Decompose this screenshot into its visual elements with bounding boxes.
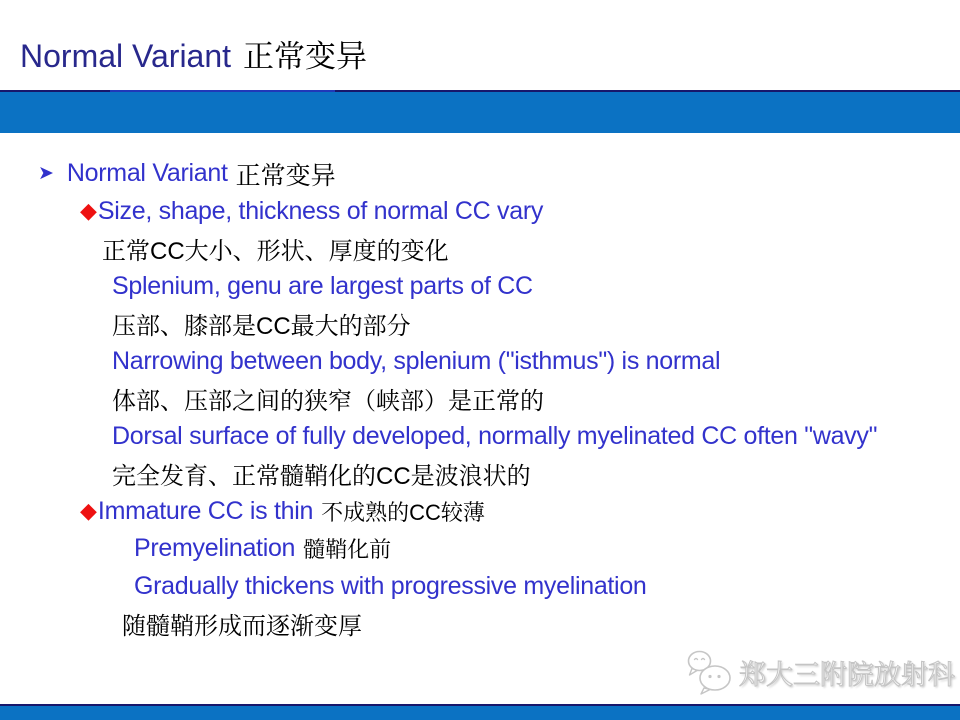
bullet-row (0, 530, 960, 568)
text-segment: Gradually thickens with progressive myelination (134, 571, 647, 600)
diamond-bullet-icon: ◆ (80, 498, 97, 524)
bullet-row (0, 605, 960, 643)
bullet-row (0, 493, 960, 531)
bullet-row (0, 568, 960, 606)
bullet-row (0, 193, 960, 231)
text-segment: 正常CC大小、形状、厚度的变化 (102, 238, 449, 266)
arrow-bullet-icon: ➤ (38, 163, 54, 185)
bullet-row (0, 455, 960, 493)
watermark-label: 郑大三附院放射科 (739, 659, 955, 690)
text-segment: 随髓鞘形成而逐渐变厚 (122, 613, 362, 641)
text-segment: 正常变异 (235, 161, 336, 190)
text-segment: Normal Variant (66, 159, 228, 188)
bullet-row (0, 155, 960, 193)
bullet-row (0, 380, 960, 418)
bullet-row (0, 343, 960, 381)
watermark (686, 648, 955, 696)
text-segment: Immature CC is thin (97, 496, 314, 525)
text-segment: Size, shape, thickness of normal CC vary (97, 196, 544, 225)
bullet-row (0, 418, 960, 456)
page-title-zh: 正常变异 (243, 39, 368, 74)
text-segment: 不成熟的CC较薄 (321, 499, 485, 525)
bullet-row (0, 305, 960, 343)
text-segment: 体部、压部之间的狭窄（峡部）是正常的 (112, 388, 544, 416)
bottom-banner-bar (0, 706, 960, 720)
text-segment: 完全发育、正常髓鞘化的CC是波浪状的 (112, 463, 531, 491)
wechat-bubbles-icon (686, 648, 734, 696)
page-title (20, 38, 367, 81)
text-segment: Narrowing between body, splenium ("isthmus") is normal (112, 346, 721, 375)
bullet-row (0, 268, 960, 306)
text-segment: Splenium, genu are largest parts of CC (112, 271, 533, 300)
page-title-en: Normal Variant (20, 38, 232, 74)
text-segment: Premyelination (134, 534, 296, 563)
bullet-row (0, 230, 960, 268)
diamond-bullet-icon: ◆ (80, 198, 97, 224)
text-segment: 髓鞘化前 (303, 537, 392, 563)
text-segment: 压部、膝部是CC最大的部分 (112, 313, 411, 341)
text-segment: Dorsal surface of fully developed, normally myelinated CC often "wavy" (112, 421, 878, 450)
top-banner-bar (0, 92, 960, 133)
bullet-list (0, 155, 960, 643)
